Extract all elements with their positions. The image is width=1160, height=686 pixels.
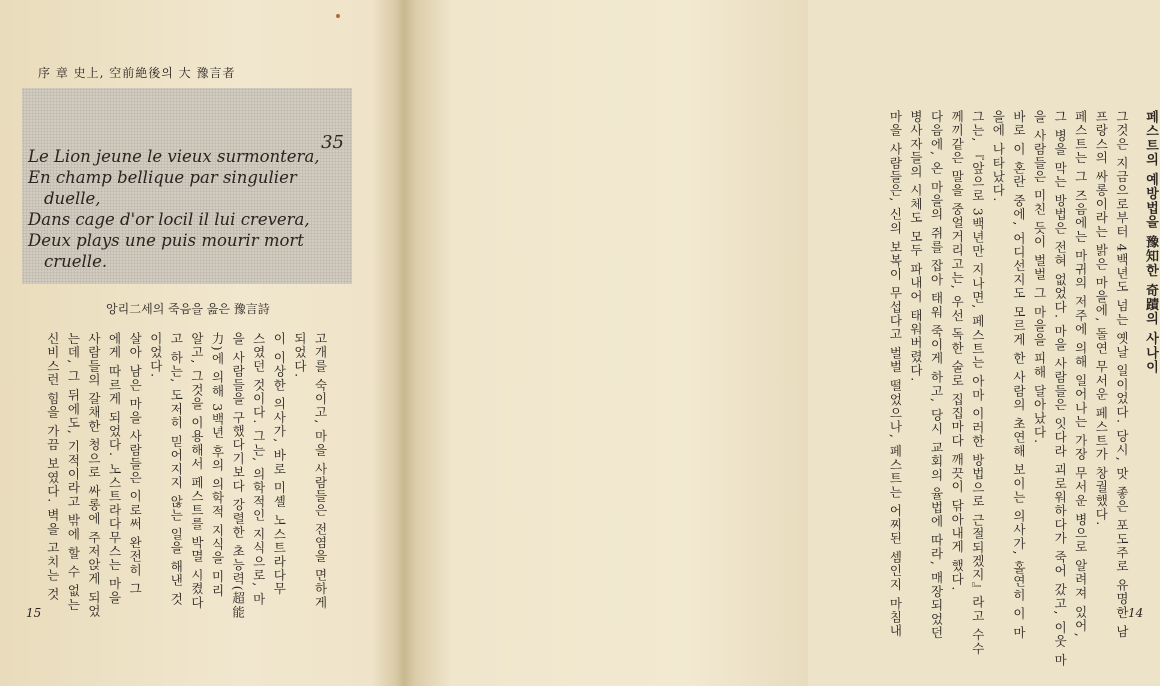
page-number: 15	[26, 606, 42, 620]
text-column: 사람들의 갈채한 청으로 싸롱에 주저앉게 되었	[86, 332, 102, 619]
text-column: 고개를 숙이고, 마을 사람들은 전염을 면하게	[313, 332, 328, 610]
text-column: 살아 남은 마을 사람들은 이로써 완전히 그	[127, 332, 143, 596]
text-column: 신비스런 힘을 가끔 보였다. 벽을 고치는 것	[45, 332, 61, 602]
page-number: 14	[1128, 606, 1144, 620]
plate-number: 35	[321, 132, 344, 153]
text-column: 을에 나타났다.	[990, 110, 1006, 203]
text-column: 그는, 『앞으로 3백년만 지나면, 페스트는 아마 이러한 방법으로 근절되겠지』라고 수수	[970, 110, 986, 656]
text-column: 마을 사람들은, 신의 보복이 무섭다고 벌벌 떨었으나, 페스트는 어찌된 셈인지 마침내	[887, 110, 903, 638]
text-column: 스였던 것이다. 그는, 의학적인 지식으로, 마	[251, 332, 267, 607]
text-column: 그것은 지금으로부터 4백년도 넘는 옛날 일이었다. 당시, 맛 좋은 포도주로 유명한 남	[1114, 110, 1130, 639]
verse-line: Le Lion jeune le vieux surmontera,	[28, 147, 320, 166]
text-column: 을 사람들을 구했다기보다 강렬한 초능력(超能	[230, 332, 246, 620]
french-verse	[28, 146, 328, 272]
text-column: 바로 이 혼란 중에, 어디선지도 모르게 한 사람의 초연해 보이는 의사가, 홀연히 이 마	[1011, 110, 1027, 640]
text-column: 力)에 의해 3백년 후의 의학적 지식을 미리	[210, 332, 226, 598]
left-page	[0, 0, 396, 686]
running-head: 序 章 史上, 空前絶後의 大 豫言者	[38, 66, 236, 80]
text-column: 에게 따르게 되었다. 노스트라다무스는 마을	[107, 332, 123, 605]
text-column: 고 하는, 도저히 믿어지지 않는 일을 해낸 것	[168, 332, 184, 607]
text-column: 병사자들의 시체도 모두 파내어 태워버렸다.	[908, 110, 924, 383]
text-column: 그 병을 막는 방법은 전혀 없었다. 마을 사람들은 잇다라 괴로워하다가 죽어 갔고, 이웃 마	[1052, 110, 1068, 668]
verse-line: Deux plays une puis mourir mort	[28, 231, 304, 250]
text-column: 는데, 그 뒤에도, 기적이라고 밖에 할 수 없는	[65, 332, 81, 612]
text-column: 알고, 그것을 이용해서 페스트를 박멸 시켰다	[189, 332, 205, 610]
verse-line: duelle,	[44, 189, 101, 208]
plate-caption: 앙리二세의 죽음을 읊은 豫言詩	[106, 302, 270, 316]
text-column: 프랑스의 싸롱이라는 밝은 마을에, 돌연 무서운 페스트가 창궐했다.	[1093, 110, 1109, 527]
text-column: 페스트는 그 즈음에는 마귀의 저주에 의해 일어나는 가장 무서운 병으로 알려져 있어,	[1073, 110, 1089, 638]
text-column: 을 사람들은 미친 듯이 벌벌 그 마을을 피해 달아났다.	[1032, 110, 1048, 445]
verse-line: cruelle.	[44, 252, 108, 271]
paper-speck	[336, 14, 340, 18]
text-column: 되었다.	[292, 332, 308, 379]
verse-line: Dans cage d'or locil il lui crevera,	[28, 210, 310, 229]
section-title: 페스트의 예방법을 豫知한 奇蹟의 사나이	[1143, 110, 1158, 375]
text-column: 다음에, 온 마을의 쥐를 잡아 태워 죽이게 하고, 당시 교회의 율법에 따라, 매장되었던	[929, 110, 945, 640]
text-column: 이 이상한 의사가, 바로 미셸 노스트라다무	[271, 332, 287, 596]
verse-plate-image	[22, 88, 352, 284]
verse-line: En champ bellique par singulier	[28, 168, 297, 187]
text-column: 께끼같은 말을 중얼거리고는, 우선 독한 술로 집집마다 깨끗이 닦아내게 했다.	[949, 110, 965, 592]
right-page	[404, 0, 1158, 686]
text-column: 이었다.	[148, 332, 164, 379]
